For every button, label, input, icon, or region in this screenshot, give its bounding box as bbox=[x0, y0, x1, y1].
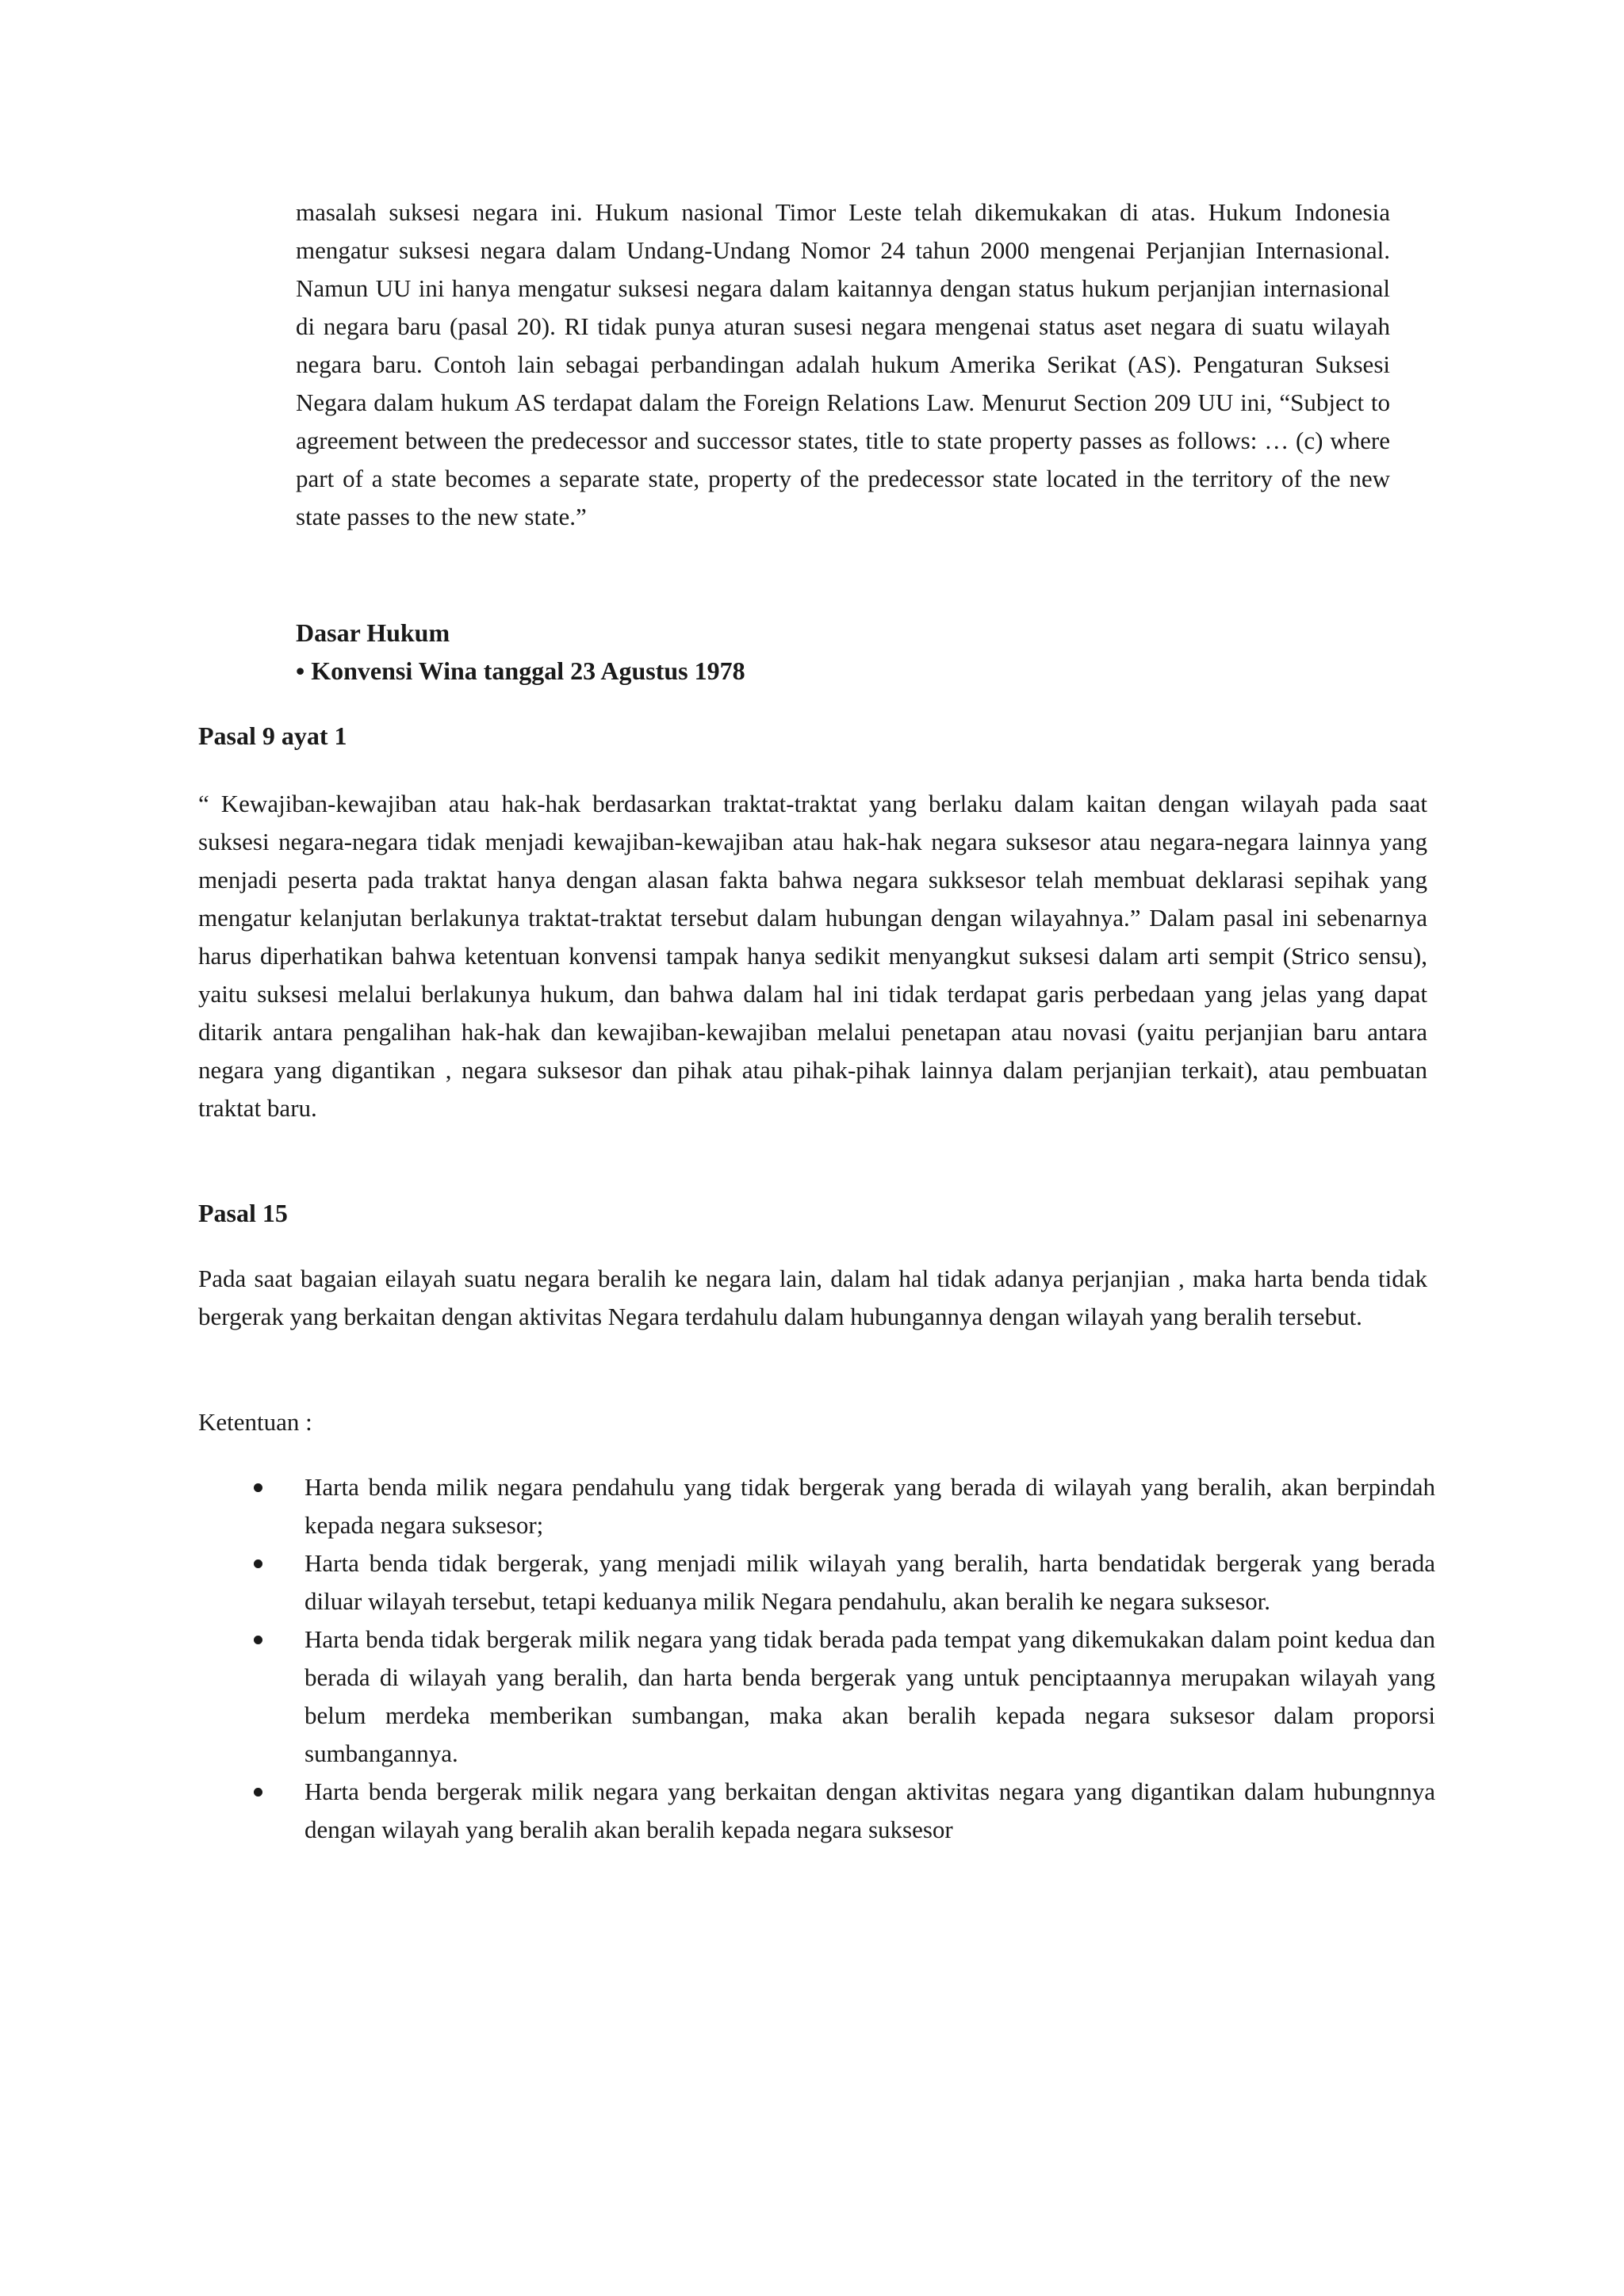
list-item bbox=[246, 1544, 1435, 1621]
dasar-hukum-item: • Konvensi Wina tanggal 23 Agustus 1978 bbox=[296, 656, 745, 685]
bullet-icon bbox=[254, 1636, 262, 1644]
bullet-icon bbox=[254, 1788, 262, 1797]
pasal9-text: “ Kewajiban-kewajiban atau hak-hak berdasarkan traktat-traktat yang berlaku dalam kaitan dengan wilayah pada saat suksesi negara-negara tidak menjadi kewajiban-kewajiban atau hak-hak negara suksesor atau negara-negara lainnya yang menjadi peserta pada traktat hanya dengan alasan fakta bahwa negara sukksesor telah membuat deklarasi sepihak yang mengatur kelanjutan berlakunya traktat-traktat tersebut dalam hubungan dengan wilayahnya.” Dalam pasal ini sebenarnya harus diperhatikan bahwa ketentuan konvensi tampak hanya sedikit menyangkut suksesi dalam arti sempit (Strico sensu), yaitu suksesi melalui berlakunya hukum, dan bahwa dalam hal ini tidak terdapat garis perbedaan yang jelas yang dapat ditarik antara pengalihan hak-hak dan kewajiban-kewajiban melalui penetapan atau novasi (yaitu perjanjian baru antara negara yang digantikan , negara suksesor dan pihak atau pihak-pihak lainnya dalam perjanjian terkait), atau pembuatan traktat baru. bbox=[198, 790, 1427, 1122]
dasar-hukum-block bbox=[296, 614, 1390, 690]
pasal15-text: Pada saat bagaian eilayah suatu negara beralih ke negara lain, dalam hal tidak adanya perjanjian , maka harta benda tidak bergerak yang berkaitan dengan aktivitas Negara terdahulu dalam hubungannya dengan wilayah yang beralih tersebut. bbox=[198, 1265, 1427, 1330]
bullet-icon bbox=[254, 1483, 262, 1492]
ketentuan-label: Ketentuan : bbox=[198, 1408, 312, 1436]
list-item-text: Harta benda milik negara pendahulu yang tidak bergerak yang berada di wilayah yang beralih, akan berpindah kepada negara suksesor; bbox=[304, 1473, 1435, 1539]
intro-paragraph: masalah suksesi negara ini. Hukum nasional Timor Leste telah dikemukakan di atas. Hukum Indonesia mengatur suksesi negara dalam Undang-Undang Nomor 24 tahun 2000 mengenai Perjanjian Internasional. Namun UU ini hanya mengatur suksesi negara dalam kaitannya dengan status hukum perjanjian internasional di negara baru (pasal 20). RI tidak punya aturan susesi negara mengenai status aset negara di suatu wilayah negara baru. Contoh lain sebagai perbandingan adalah hukum Amerika Serikat (AS). Pengaturan Suksesi Negara dalam hukum AS terdapat dalam the Foreign Relations Law. Menurut Section 209 UU ini, “Subject to agreement between the predecessor and successor states, title to state property passes as follows: … (c) where part of a state becomes a separate state, property of the predecessor state located in the territory of the new state passes to the new state.” bbox=[296, 198, 1390, 530]
list-item-text: Harta benda tidak bergerak milik negara yang tidak berada pada tempat yang dikemukakan dalam point kedua dan berada di wilayah yang beralih, dan harta benda bergerak yang untuk penciptaannya merupakan wilayah yang belum merdeka memberikan sumbangan, maka akan beralih kepada negara suksesor dalam proporsi sumbangannya. bbox=[304, 1625, 1435, 1767]
list-item-text: Harta benda tidak bergerak, yang menjadi milik wilayah yang beralih, harta bendatidak bergerak yang berada diluar wilayah tersebut, tetapi keduanya milik Negara pendahulu, akan beralih ke negara suksesor. bbox=[304, 1549, 1435, 1615]
dasar-hukum-title: Dasar Hukum bbox=[296, 618, 450, 647]
list-item bbox=[246, 1468, 1435, 1544]
ketentuan-list bbox=[246, 1468, 1435, 1849]
bullet-icon bbox=[254, 1559, 262, 1568]
list-item bbox=[246, 1773, 1435, 1849]
pasal15-heading: Pasal 15 bbox=[198, 1199, 288, 1227]
list-item bbox=[246, 1621, 1435, 1773]
list-item-text: Harta benda bergerak milik negara yang berkaitan dengan aktivitas negara yang digantikan dalam hubungnnya dengan wilayah yang beralih akan beralih kepada negara suksesor bbox=[304, 1777, 1435, 1843]
pasal9-heading: Pasal 9 ayat 1 bbox=[198, 721, 347, 750]
